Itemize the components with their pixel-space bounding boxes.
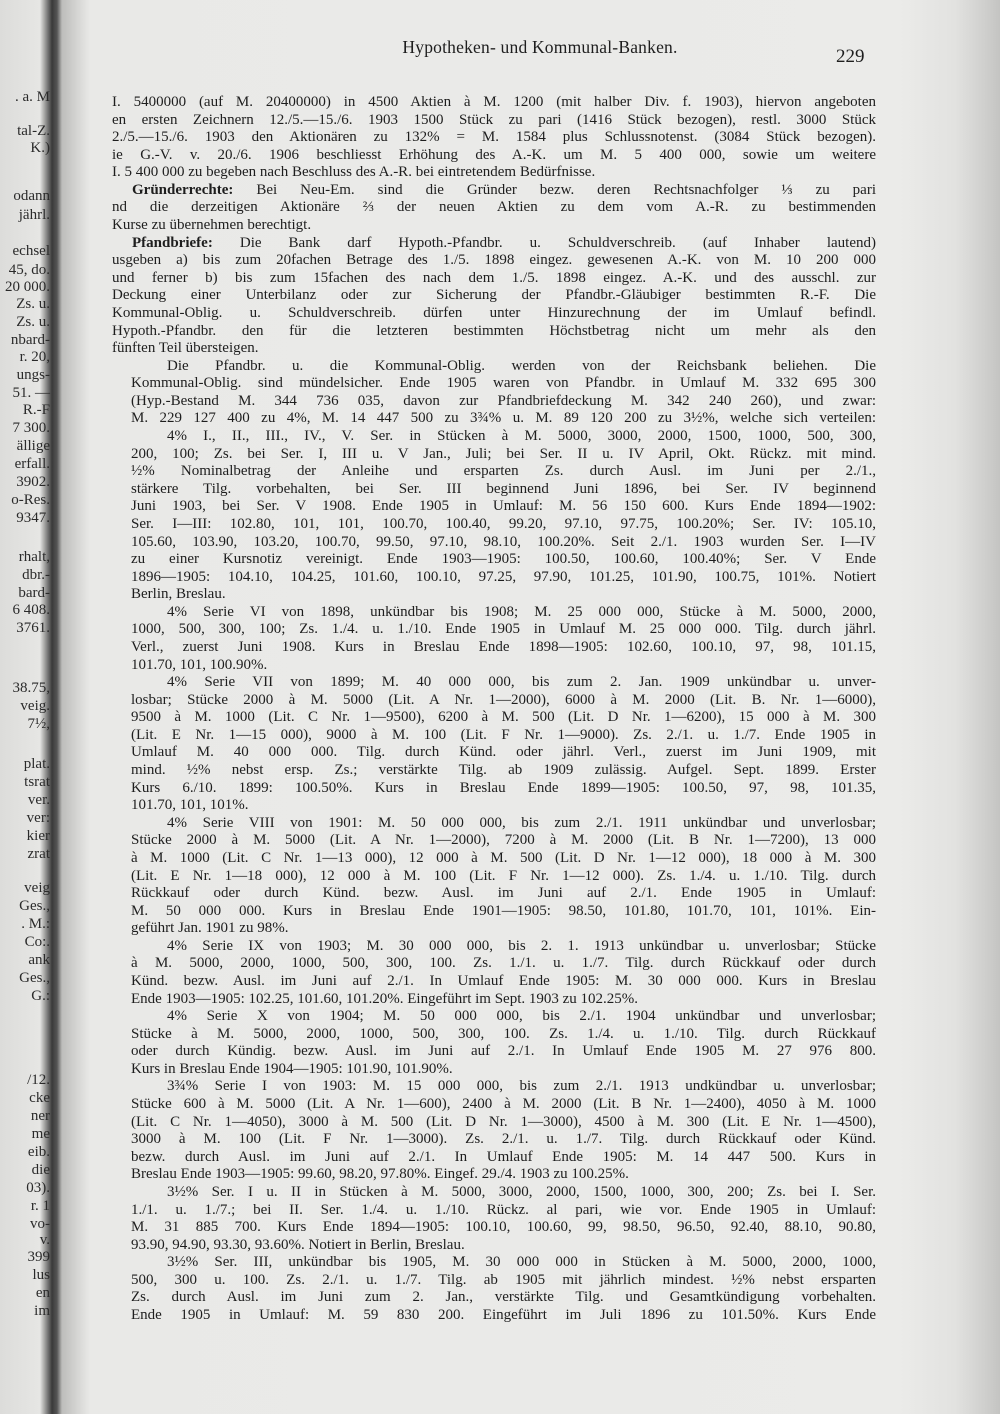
text-line — [131, 374, 876, 392]
text-line — [131, 568, 876, 586]
line-text: (Hyp.-Bestand M. 344 736 035, davon zur Pfandbriefdeckung M. 342 240 260), und zwar: — [131, 392, 876, 409]
text-line — [131, 849, 876, 867]
text-line — [131, 1306, 876, 1324]
margin-fragment: 03). — [26, 1180, 50, 1196]
line-text: 105.60, 103.90, 103.20, 100.70, 99.50, 97.10, 98.10, 100.20%. Seit 2./1. 1903 wurden Ser. I—IV — [131, 533, 876, 550]
text-line — [131, 1148, 876, 1166]
margin-fragment: Zs. u. — [16, 314, 50, 330]
margin-fragment: 3761. — [16, 620, 50, 636]
margin-fragment: . a. M — [15, 89, 50, 105]
line-text: 200, 100; Zs. bei Ser. I, III u. V Jan., Juli; bei Ser. II u. IV April, Okt. Rückz. mit mind. — [131, 445, 876, 462]
text-line — [131, 656, 267, 674]
line-text: Deckung einer Unterbilanz oder zur Sicherung der Pfandbr.-Gläubiger bestimmten R.-F. Die — [112, 287, 876, 304]
line-text: M. 229 127 400 zu 4%, M. 14 447 500 zu 3¾% u. M. 89 120 200 zu 3½%, welche sich verteilen: — [131, 410, 876, 427]
margin-fragment: im — [34, 1303, 50, 1319]
line-text: Kommunal-Oblig. u. Schuldverschreib. dürfen unter Hinzurechnung der im Umlauf befindl. — [112, 304, 876, 321]
text-line — [167, 427, 876, 445]
text-line — [131, 902, 876, 920]
margin-fragment: en — [35, 1285, 50, 1301]
text-line — [167, 814, 876, 832]
line-text: (Lit. C Nr. 1—4050), 3000 à M. 500 (Lit. D Nr. 1—3000), 4500 à M. 300 (Lit. E Nr. 1—4500), — [131, 1113, 876, 1130]
line-text: 3½% Ser. III, unkündbar bis 1905, M. 30 000 000 in Stücken à M. 5000, 2000, 1000, — [167, 1254, 876, 1271]
line-text: I. 5400000 (auf M. 20400000) in 4500 Aktien à M. 1200 (mit halber Div. f. 1903), hiervon angeboten — [112, 94, 876, 110]
line-text: I. 5 400 000 zu begeben nach Beschluss des A.-R. bei eintretendem Bedürfnisse. — [112, 164, 596, 181]
margin-fragment: 20 000. — [5, 279, 50, 295]
line-text: 1./1. u. 1./7.; bei II. Ser. 1./4. u. 1./10. Rückz. al pari, wie vor. Ende 1905 in Umlauf: — [131, 1201, 876, 1218]
text-line — [131, 1288, 876, 1306]
line-text: Die Pfandbr. u. die Kommunal-Oblig. werden von der Reichsbank beliehen. Die — [167, 357, 876, 374]
text-line — [131, 919, 288, 937]
text-line — [131, 1201, 876, 1219]
text-line — [167, 1077, 876, 1095]
line-text: Kurs in Breslau Ende 1904—1905: 101.90, 101.90%. — [131, 1060, 453, 1077]
line-text: 101.70, 101, 100.90%. — [131, 656, 268, 673]
text-line — [112, 216, 311, 234]
margin-fragment: rhalt, — [18, 549, 50, 565]
text-line — [131, 1060, 453, 1078]
line-text: Stücke 2000 à M. 5000 (Lit. A Nr. 1—2000), 7200 à M. 2000 (Lit. B Nr. 1—7200), 13 000 — [131, 832, 876, 849]
text-line — [112, 111, 876, 129]
line-text: 3000 à M. 100 (Lit. F Nr. 1—3000). Zs. 2./1. u. 1./7. Tilg. durch Rückkauf oder Künd. — [131, 1131, 876, 1148]
margin-fragment: 51. — — [12, 385, 50, 401]
margin-fragment: kier — [26, 828, 50, 844]
line-text: 4% Serie X von 1904; M. 50 000 000, bis 2./1. 1904 unkündbar und unverlosbar; — [167, 1008, 876, 1025]
line-text: M. 50 000 000. Kurs in Breslau Ende 1901—1905: 98.50, 101.80, 101.70, 101, 101%. Ein- — [131, 902, 876, 919]
line-text: und ferner b) bis zum 15fachen des nach dem 1./5. 1898 eingez. A.-K. und des ausschl. zur — [112, 269, 876, 286]
margin-fragment: o-Res. — [11, 492, 50, 508]
line-text: 9500 à M. 1000 (Lit. C Nr. 1—9500), 6200 à M. 500 (Lit. D Nr. 1—6200), 15 000 à M. 300 — [131, 709, 876, 726]
margin-fragment: ver. — [27, 792, 50, 808]
text-line — [131, 515, 876, 533]
margin-fragment: jährl. — [18, 207, 50, 223]
margin-fragment: veig. — [20, 698, 50, 714]
margin-fragment: tal-Z. — [17, 123, 50, 139]
margin-fragment: Ges., — [19, 970, 50, 986]
text-line — [131, 1218, 876, 1236]
text-line — [131, 1095, 876, 1113]
text-line — [132, 181, 876, 199]
margin-fragment: r. 1 — [30, 1198, 50, 1214]
line-text: Ende 1903—1905: 102.25, 101.60, 101.20%. Eingeführt im Sept. 1903 zu 102.25%. — [131, 990, 639, 1007]
margin-fragment: 38.75, — [12, 680, 50, 696]
margin-fragment: echsel — [12, 243, 50, 259]
margin-fragment: /12. — [27, 1072, 50, 1088]
text-line — [131, 796, 249, 814]
margin-fragment: vo- — [30, 1216, 50, 1232]
margin-fragment: die — [31, 1162, 50, 1178]
text-line — [131, 445, 876, 463]
text-line — [167, 1253, 876, 1271]
text-line — [131, 708, 876, 726]
text-line — [131, 726, 876, 744]
text-line — [112, 304, 876, 322]
line-text: 4% Serie VIII von 1901: M. 50 000 000, bis zum 2./1. 1911 unkündbar und unverlosbar; — [167, 814, 876, 831]
margin-fragment: ällige — [16, 438, 50, 454]
line-text: geführt Jan. 1901 zu 98%. — [131, 920, 289, 937]
line-text: losbar; Stücke 2000 à M. 5000 (Lit. A Nr. 1—2000), 6000 à M. 2000 (Lit. B. Nr. 1—6000), — [131, 691, 876, 708]
text-line — [131, 533, 876, 551]
line-text: à M. 1000 (Lit. C Nr. 1—13 000), 12 000 à M. 500 (Lit. D Nr. 1—12 000), 18 000 à M. 300 — [131, 849, 876, 866]
margin-fragment: odann — [13, 188, 50, 204]
text-line — [131, 409, 876, 427]
text-line — [131, 954, 876, 972]
margin-fragment: nbard- — [10, 332, 50, 348]
margin-fragment: bard- — [18, 585, 50, 601]
line-text: usgeben a) bis zum 20fachen Betrage des 1./5. 1898 eingez. gewesenen A.-K. von M. 10 200 000 — [112, 252, 876, 269]
margin-fragment: . M.: — [21, 916, 50, 932]
line-text: 3¾% Serie I von 1903: M. 15 000 000, bis zum 2./1. 1913 undkündbar u. unverlosbar; — [167, 1078, 876, 1095]
text-line — [131, 884, 876, 902]
line-text: 93.90, 94.90, 93.30, 93.60%. Notiert in Berlin, Breslau. — [131, 1236, 465, 1253]
line-text: à M. 5000, 2000, 1000, 500, 300, 100. Zs. 1./1. u. 1./7. Tilg. durch Rückkauf oder durch — [131, 955, 876, 972]
margin-fragment: plat. — [23, 756, 50, 772]
text-line — [112, 163, 595, 181]
line-text: stärkere Tilg. vorbehalten, bei Ser. III beginnend Juni 1896, bei Ser. IV beginnend — [131, 480, 876, 497]
text-line — [112, 286, 876, 304]
line-text: 4% Serie IX von 1903; M. 30 000 000, bis 2. 1. 1913 unkündbar u. unverlosbar; Stücke — [167, 937, 876, 954]
line-text: ½% Nominalbetrag der Anleihe und ersparten Zs. durch Ausl. im Juni per 2./1., — [131, 463, 876, 480]
margin-fragment: Ges., — [19, 898, 50, 914]
margin-fragment: 3902. — [16, 474, 50, 490]
section-heading: Gründerrechte: — [132, 181, 234, 198]
text-line — [131, 743, 876, 761]
line-text: Kurs 6./10. 1899: 100.50%. Kurs in Breslau Ende 1899—1905: 100.50, 97, 98, 101.35, — [131, 779, 876, 796]
text-line — [112, 128, 876, 146]
line-text: 101.70, 101, 101%. — [131, 797, 249, 814]
text-line — [112, 198, 876, 216]
line-text: Umlauf M. 40 000 000. Tilg. durch Künd. oder jährl. Verl., zuerst im Juni 1909, mit — [131, 744, 876, 761]
margin-fragment: v. — [39, 1232, 50, 1248]
text-line — [131, 867, 876, 885]
line-text: 3½% Ser. I u. II in Stücken à M. 5000, 3000, 2000, 1500, 1000, 300, 200; Zs. bei I. Ser. — [167, 1183, 876, 1200]
text-line — [131, 1130, 876, 1148]
line-text: en ersten Zeichnern 12./5.—15./6. 1903 1500 Stück zu pari (1416 Stück bezogen), restl. 3000 Stück — [112, 111, 876, 128]
text-line — [131, 1236, 465, 1254]
line-text: Juni 1903, bei Ser. V 1908. Ende 1905 in Umlauf: M. 56 150 600. Kurs Ende 1894—1902: — [131, 498, 876, 515]
margin-fragment: ungs- — [16, 367, 50, 383]
text-line — [167, 603, 876, 621]
text-line — [131, 972, 876, 990]
margin-fragment: 7½, — [27, 716, 50, 732]
line-text: zu einer Kursnotiz vereinigt. Ende 1903—1905: 100.50, 100.60, 100.40%; Ser. V Ende — [131, 551, 876, 568]
line-text: Verl., zuerst Juni 1908. Kurs in Breslau Ende 1898—1905: 102.60, 100.10, 97, 98, 101.15, — [131, 638, 876, 655]
line-text: 4% Serie VII von 1899; M. 40 000 000, bis zum 2. Jan. 1909 unkündbar u. unver- — [167, 674, 876, 691]
text-line — [131, 1025, 876, 1043]
text-line — [131, 1271, 876, 1289]
running-header: Hypotheken- und Kommunal-Banken. — [402, 37, 678, 57]
text-line — [112, 322, 876, 340]
margin-fragment: cke — [29, 1090, 50, 1106]
text-line — [131, 831, 876, 849]
text-line — [112, 93, 876, 111]
margin-fragment: dbr.- — [22, 567, 50, 583]
line-text: M. 31 885 700. Kurs Ende 1894—1905: 100.10, 100.60, 99, 98.50, 96.50, 92.40, 88.10, 90.80, — [131, 1219, 876, 1236]
line-text: 4% Serie VI von 1898, unkündbar bis 1908; M. 25 000 000, Stücke à M. 5000, 2000, — [167, 603, 876, 620]
line-text: 1000, 500, 300, 100; Zs. 1./4. u. 1./10. Ende 1905 in Umlauf M. 25 000 000. Tilg. durch jährl. — [131, 621, 876, 638]
line-text: (Lit. E Nr. 1—15 000), 9000 à M. 100 (Lit. F Nr. 1—9000). Zs. 2./1. u. 1./7. Ende 1905 in — [131, 726, 876, 743]
line-text: Breslau Ende 1903—1905: 99.60, 98.20, 97.80%. Eingef. 29./4. 1903 zu 100.25%. — [131, 1166, 629, 1183]
margin-fragment: eib. — [27, 1144, 50, 1160]
text-line — [131, 1165, 629, 1183]
margin-fragment: 399 — [27, 1249, 50, 1265]
margin-fragment: G.: — [31, 988, 50, 1004]
text-line — [112, 251, 876, 269]
margin-fragment: zrat — [27, 846, 50, 862]
text-line — [131, 691, 876, 709]
text-line — [167, 1183, 876, 1201]
line-text: Stücke 600 à M. 5000 (Lit. A Nr. 1—600), 2400 à M. 2000 (Lit. B Nr. 1—2400), 4050 à M. 1000 — [131, 1096, 876, 1113]
line-text: nd die derzeitigen Aktionäre ⅔ der neuen Aktien zu dem vom A.-R. zu bestimmenden — [112, 199, 876, 216]
margin-fragment: veig — [24, 880, 50, 896]
margin-fragment: Zs. u. — [16, 296, 50, 312]
line-text: 2./5.—15./6. 1903 den Aktionären zu 132% = M. 1584 plus Schlussnotenst. (3084 Stück bezogen). — [112, 129, 876, 146]
text-line — [131, 585, 226, 603]
text-line — [131, 462, 876, 480]
line-text: Die Bank darf Hypoth.-Pfandbr. u. Schuldverschreib. (auf Inhaber lautend) — [212, 234, 876, 251]
line-text: ie G.-V. v. 20./6. 1906 beschliesst Erhöhung des A.-K. um M. 5 400 000, sowie um weitere — [112, 146, 876, 163]
text-line — [131, 392, 876, 410]
text-line — [131, 480, 876, 498]
line-text: mind. ½% nebst ersp. Zs.; verstärkte Tilg. ab 1909 zulässig. Aufgel. Sept. 1899. Erster — [131, 762, 876, 779]
text-line — [112, 269, 876, 287]
margin-fragment: me — [31, 1126, 50, 1142]
text-line — [167, 673, 876, 691]
text-line — [131, 1113, 876, 1131]
line-text: Berlin, Breslau. — [131, 586, 226, 603]
margin-fragment: K.) — [30, 140, 50, 156]
text-line — [131, 638, 876, 656]
line-text: Ser. I—III: 102.80, 101, 101, 100.70, 100.40, 99.20, 97.10, 97.75, 100.20%; Ser. IV: 105.10, — [131, 515, 876, 532]
line-text: Hypoth.-Pfandbr. den für die letzteren bestimmten Höchstbetrag nicht um mehr als den — [112, 322, 876, 339]
line-text: fünften Teil übersteigen. — [112, 340, 259, 357]
page-number: 229 — [836, 46, 865, 67]
text-line — [132, 234, 876, 252]
margin-fragment: R.-F — [22, 402, 50, 418]
text-line — [131, 1042, 876, 1060]
text-line — [131, 497, 876, 515]
margin-fragment: ank — [28, 952, 50, 968]
line-text: Kommunal-Oblig. sind mündelsicher. Ende 1905 waren von Pfandbr. in Umlauf M. 332 695 300 — [131, 375, 876, 392]
margin-fragment: 6 408. — [12, 602, 50, 618]
line-text: Zs. durch Ausl. im Juni zum 2. Jan., verstärkte Tilg. und Gesamtkündigung vorbehalten. — [131, 1289, 876, 1306]
text-line — [131, 761, 876, 779]
margin-fragment: ner — [30, 1108, 50, 1124]
line-text: Stücke à M. 5000, 2000, 1000, 500, 300, 100. Zs. 1./4. u. 1./10. Tilg. durch Rückkauf — [131, 1025, 876, 1042]
line-text: 1896—1905: 104.10, 104.25, 101.60, 100.10, 97.25, 97.90, 101.25, 101.90, 100.75, 101%. Notiert — [131, 568, 876, 585]
line-text: Bei Neu-Em. sind die Gründer bezw. deren Rechtsnachfolger ⅓ zu pari — [233, 181, 876, 198]
margin-fragment: lus — [32, 1267, 50, 1283]
line-text: 500, 300 u. 100. Zs. 2./1. u. 1./7. Tilg. ab 1905 mit jährlich mindest. ½% nebst ersparten — [131, 1271, 876, 1288]
line-text: bezw. durch Ausl. im Juni auf 2./1. In Umlauf Ende 1905: M. 14 447 500. Kurs in — [131, 1148, 876, 1165]
line-text: 4% I., II., III., IV., V. Ser. in Stücken à M. 5000, 3000, 2000, 1500, 1000, 500, 300, — [167, 428, 876, 445]
text-line — [131, 990, 638, 1008]
margin-fragment: tsrat — [24, 774, 50, 790]
section-heading: Pfandbriefe: — [132, 234, 213, 251]
text-line — [167, 1007, 876, 1025]
text-line — [131, 550, 876, 568]
margin-fragment: 9347. — [16, 510, 50, 526]
margin-fragment: Co:. — [24, 934, 50, 950]
margin-fragment: erfall. — [14, 456, 50, 472]
line-text: Künd. bezw. Ausl. im Juni auf 2./1. In Umlauf Ende 1905: M. 30 000 000. Kurs in Breslau — [131, 973, 876, 989]
text-line — [112, 339, 259, 357]
text-line — [167, 357, 876, 375]
margin-fragment: ver: — [26, 810, 50, 826]
margin-fragment: 45, do. — [8, 262, 50, 278]
line-text: Ende 1905 in Umlauf: M. 59 830 200. Eingeführt im Juli 1896 zu 101.50%. Kurs Ende — [131, 1307, 876, 1324]
line-text: oder durch Kündig. bezw. Ausl. im Juni auf 2./1. In Umlauf Ende 1905 M. 27 976 800. — [131, 1043, 876, 1060]
line-text: Rückkauf oder durch Künd. bezw. Ausl. im Juni auf 2./1. Ende 1905 in Umlauf: — [131, 885, 876, 902]
text-line — [131, 620, 876, 638]
margin-fragment: 7 300. — [12, 420, 50, 436]
text-line — [112, 146, 876, 164]
line-text: (Lit. E Nr. 1—18 000), 12 000 à M. 100 (Lit. F Nr. 1—12 000). Zs. 1./4. u. 1./10. Tilg. durch — [131, 867, 876, 884]
text-line — [131, 779, 876, 797]
line-text: Kurse zu übernehmen berechtigt. — [112, 217, 312, 234]
text-line — [167, 937, 876, 955]
margin-fragment: r. 20, — [19, 349, 50, 365]
